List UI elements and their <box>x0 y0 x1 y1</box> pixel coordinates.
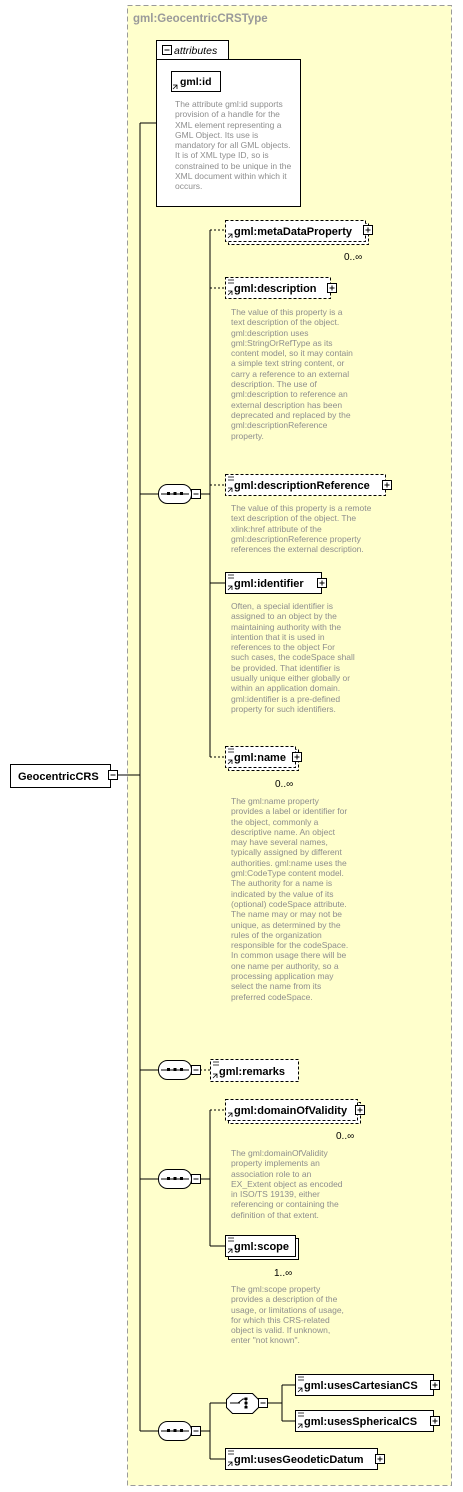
choice-collapse-icon[interactable] <box>259 1399 268 1408</box>
name-label: gml:name <box>234 752 286 764</box>
sequence-compositor-icon[interactable] <box>159 1061 192 1080</box>
description-documentation: The value of this property is a text description of the object. gml:description uses gml:StringOrRefType as its content model, so it may contain a simple text string content, or carry a reference to an external description. The use of gml:description to reference an external description has been deprecated and replaced by the gml:descriptionReference property. <box>231 307 353 441</box>
plus-box-icon[interactable] <box>431 1417 440 1426</box>
sequence-collapse-icon[interactable] <box>192 1066 201 1075</box>
domainofvalidity-label: gml:domainOfValidity <box>234 1105 348 1117</box>
root-collapse-icon[interactable] <box>109 771 118 780</box>
plus-box-icon[interactable] <box>376 1455 385 1464</box>
domainofvalidity-occurs: 0..∞ <box>336 1131 355 1142</box>
attributes-collapse-icon[interactable] <box>163 46 172 55</box>
identifier-label: gml:identifier <box>234 578 304 590</box>
domainofvalidity-documentation: The gml:domainOfValidity property implements an association role to an EX_Extent object as encoded in ISO/TS 19139, either referencing or containing the definition of that extent. <box>231 1148 343 1220</box>
plus-box-icon[interactable] <box>364 226 373 235</box>
sequence-compositor-icon[interactable] <box>159 485 192 504</box>
plus-box-icon[interactable] <box>383 481 392 490</box>
plus-box-icon[interactable] <box>293 753 302 762</box>
usesgeodeticdatum-label: gml:usesGeodeticDatum <box>234 1454 364 1466</box>
attr-id-label: gml:id <box>180 76 212 88</box>
attr-id-documentation: The attribute gml:id supports provision of a handle for the XML element representing a GML Object. Its use is mandatory for all GML objects. It is of XML type ID, so is constrained to be unique in the XML document within which it occurs. <box>175 99 292 192</box>
descriptionreference-documentation: The value of this property is a remote text description of the object. The xlink:href attribute of the gml:descriptionReference property references the external description. <box>231 503 372 555</box>
descriptionreference-label: gml:descriptionReference <box>234 480 370 492</box>
scope-documentation: The gml:scope property provides a description of the usage, or limitations of usage, for which this CRS-related object is valid. If unknown, enter "not known". <box>231 1284 344 1346</box>
scope-label: gml:scope <box>234 1241 290 1253</box>
scope-occurs: 1..∞ <box>274 1268 293 1279</box>
description-label: gml:description <box>234 283 317 295</box>
name-occurs: 0..∞ <box>275 779 294 790</box>
plus-box-icon[interactable] <box>431 1381 440 1390</box>
usescartesiancs-label: gml:usesCartesianCS <box>304 1380 418 1392</box>
plus-box-icon[interactable] <box>356 1106 365 1115</box>
sequence-collapse-icon[interactable] <box>192 490 201 499</box>
type-name: gml:GeocentricCRSType <box>133 13 268 25</box>
attributes-header: attributes <box>174 45 218 57</box>
sequence-compositor-icon[interactable] <box>159 1170 192 1189</box>
metadataproperty-occurs: 0..∞ <box>344 252 363 263</box>
name-documentation: The gml:name property provides a label or identifier for the object, commonly a descriptive name. An object may have several names, typically assigned by different authorities. gml:name uses the gml:CodeType content model. The authority for a name is indicated by the value of its (optional) codeSpace attribute. The name may or may not be unique, as determined by the rules of the organization responsible for the codeSpace. In common usage there will be one name per authority, so a processing application may select the name from its preferred codeSpace. <box>231 796 349 1002</box>
plus-box-icon[interactable] <box>328 284 337 293</box>
remarks-label: gml:remarks <box>219 1066 286 1078</box>
usessphericalcs-label: gml:usesSphericalCS <box>304 1416 418 1428</box>
choice-compositor-icon[interactable] <box>227 1394 259 1414</box>
root-element-label: GeocentricCRS <box>18 771 99 783</box>
sequence-collapse-icon[interactable] <box>192 1175 201 1184</box>
plus-box-icon[interactable] <box>318 579 327 588</box>
sequence-compositor-icon[interactable] <box>159 1422 192 1441</box>
metadataproperty-label: gml:metaDataProperty <box>234 226 352 238</box>
identifier-documentation: Often, a special identifier is assigned to an object by the maintaining authority with the intention that it is used in references to the object For such cases, the codeSpace shall be provided. That identifier is usually unique either globally or within an application domain. gml:identifier is a pre-defined property for such identifiers. <box>231 601 355 714</box>
sequence-collapse-icon[interactable] <box>192 1427 201 1436</box>
